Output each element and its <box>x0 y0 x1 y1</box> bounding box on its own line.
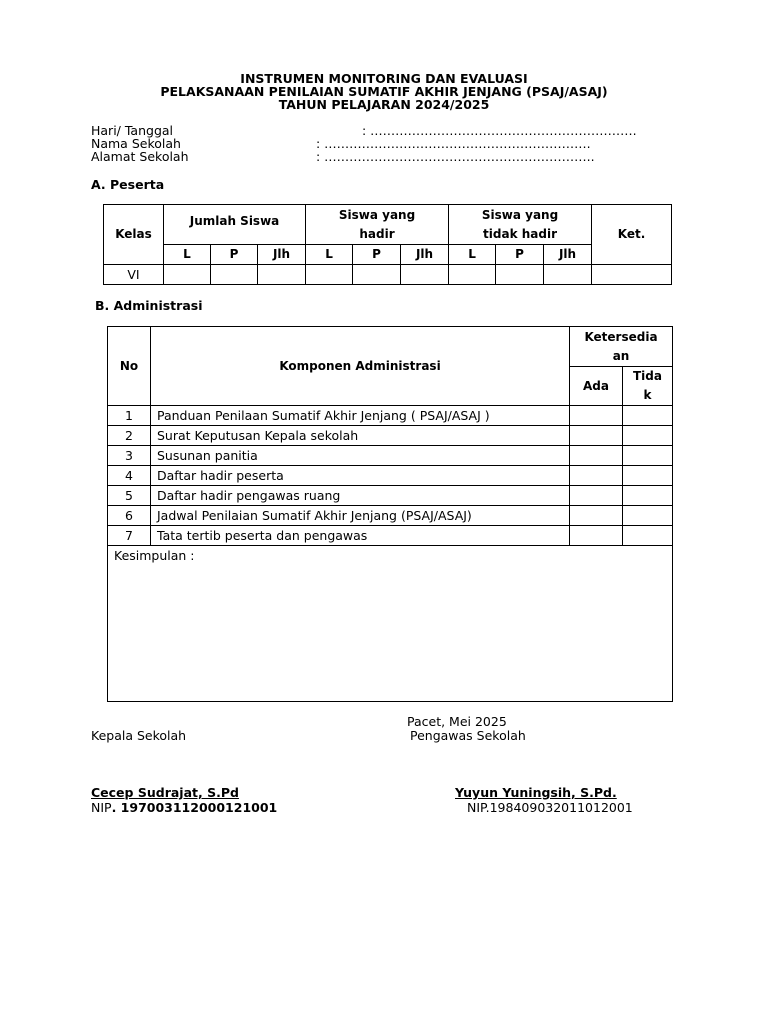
col-kelas-header: Kelas <box>104 205 164 265</box>
ada-checkbox-cell[interactable] <box>570 486 623 506</box>
col-siswa-hadir-line1: Siswa yang <box>338 207 416 222</box>
table-row <box>104 265 672 285</box>
school-address-field[interactable]: : ……………………………………………………….. <box>316 149 595 164</box>
col-komponen-header: Komponen Administrasi <box>151 327 570 406</box>
sub-header-p: P <box>496 245 544 265</box>
col-no-header: No <box>108 327 151 406</box>
row-item: Jadwal Penilaian Sumatif Akhir Jenjang (PSAJ/ASAJ) <box>151 506 570 526</box>
nip-value: . 197003112000121001 <box>111 800 278 815</box>
col-ketersediaan-header <box>570 327 673 367</box>
ada-checkbox-cell[interactable] <box>570 466 623 486</box>
sub-header-l: L <box>164 245 211 265</box>
col-ketersediaan-line1: Ketersedia <box>584 329 658 344</box>
table-row <box>108 466 673 486</box>
input-cell[interactable] <box>496 265 544 285</box>
place-date: Pacet, Mei 2025 <box>407 714 507 729</box>
sub-header-l: L <box>449 245 496 265</box>
tidak-checkbox-cell[interactable] <box>623 526 673 546</box>
table-row <box>108 486 673 506</box>
row-item: Daftar hadir peserta <box>151 466 570 486</box>
ada-checkbox-cell[interactable] <box>570 506 623 526</box>
ada-checkbox-cell[interactable] <box>570 526 623 546</box>
col-tidak-header <box>623 367 673 406</box>
col-jumlah-siswa-header: Jumlah Siswa <box>164 205 306 245</box>
row-no: 7 <box>108 526 151 546</box>
table-row <box>108 426 673 446</box>
ada-checkbox-cell[interactable] <box>570 406 623 426</box>
sub-header-jlh: Jlh <box>544 245 592 265</box>
sub-header-p: P <box>211 245 258 265</box>
left-signatory-name: Cecep Sudrajat, S.Pd <box>91 785 239 800</box>
left-signatory-nip <box>91 800 277 815</box>
table-row <box>108 446 673 466</box>
school-address-label: Alamat Sekolah <box>91 149 189 164</box>
row-no: 6 <box>108 506 151 526</box>
col-ada-header: Ada <box>570 367 623 406</box>
input-cell[interactable] <box>449 265 496 285</box>
tidak-checkbox-cell[interactable] <box>623 406 673 426</box>
date-field[interactable]: : ………………………………………………………. <box>362 123 637 138</box>
sub-header-jlh: Jlh <box>258 245 306 265</box>
row-item: Susunan panitia <box>151 446 570 466</box>
input-cell[interactable] <box>401 265 449 285</box>
col-siswa-hadir-line2: hadir <box>359 226 395 241</box>
tidak-checkbox-cell[interactable] <box>623 486 673 506</box>
col-tidak-line1: Tida <box>633 369 662 383</box>
col-tidak-line2: k <box>643 388 652 402</box>
input-cell[interactable] <box>258 265 306 285</box>
sub-header-p: P <box>353 245 401 265</box>
document-title: INSTRUMEN MONITORING DAN EVALUASI <box>240 71 528 86</box>
row-no: 3 <box>108 446 151 466</box>
tidak-checkbox-cell[interactable] <box>623 466 673 486</box>
table-row <box>108 526 673 546</box>
ada-checkbox-cell[interactable] <box>570 446 623 466</box>
sub-header-l: L <box>306 245 353 265</box>
conclusion-label: Kesimpulan : <box>114 548 195 563</box>
col-ket-header: Ket. <box>592 205 672 265</box>
section-b-title: B. Administrasi <box>95 298 203 313</box>
row-item: Daftar hadir pengawas ruang <box>151 486 570 506</box>
left-signatory-role: Kepala Sekolah <box>91 728 187 743</box>
col-siswa-hadir-header <box>306 205 449 245</box>
administration-table <box>107 326 673 702</box>
col-siswa-tidak-hadir-line2: tidak hadir <box>483 226 558 241</box>
row-no: 4 <box>108 466 151 486</box>
nip-label: NIP <box>91 800 112 815</box>
col-siswa-tidak-hadir-header <box>449 205 592 245</box>
col-ketersediaan-line2: an <box>612 348 630 363</box>
row-no: 1 <box>108 406 151 426</box>
right-signatory-nip: NIP.198409032011012001 <box>467 800 633 815</box>
document-subtitle: PELAKSANAAN PENILAIAN SUMATIF AKHIR JENJANG (PSAJ/ASAJ) <box>160 84 608 99</box>
row-item: Surat Keputusan Kepala sekolah <box>151 426 570 446</box>
conclusion-box[interactable] <box>108 546 673 702</box>
date-label: Hari/ Tanggal <box>91 123 174 138</box>
school-name-field[interactable]: : ………………………………………………………. <box>316 136 591 151</box>
document-year: TAHUN PELAJARAN 2024/2025 <box>278 97 490 112</box>
section-a-title: A. Peserta <box>91 177 165 192</box>
input-cell[interactable] <box>544 265 592 285</box>
row-no: 2 <box>108 426 151 446</box>
right-signatory-role: Pengawas Sekolah <box>410 728 526 743</box>
sub-header-jlh: Jlh <box>401 245 449 265</box>
kelas-cell: VI <box>104 265 164 285</box>
right-signatory-name: Yuyun Yuningsih, S.Pd. <box>455 785 617 800</box>
table-row <box>108 406 673 426</box>
input-cell[interactable] <box>211 265 258 285</box>
school-name-label: Nama Sekolah <box>91 136 181 151</box>
participant-table <box>103 204 672 285</box>
tidak-checkbox-cell[interactable] <box>623 426 673 446</box>
row-no: 5 <box>108 486 151 506</box>
input-cell[interactable] <box>164 265 211 285</box>
tidak-checkbox-cell[interactable] <box>623 446 673 466</box>
input-cell[interactable] <box>306 265 353 285</box>
input-cell[interactable] <box>353 265 401 285</box>
ada-checkbox-cell[interactable] <box>570 426 623 446</box>
row-item: Tata tertib peserta dan pengawas <box>151 526 570 546</box>
table-row <box>108 506 673 526</box>
row-item: Panduan Penilaan Sumatif Akhir Jenjang ( PSAJ/ASAJ ) <box>151 406 570 426</box>
input-cell[interactable] <box>592 265 672 285</box>
col-siswa-tidak-hadir-line1: Siswa yang <box>481 207 559 222</box>
tidak-checkbox-cell[interactable] <box>623 506 673 526</box>
